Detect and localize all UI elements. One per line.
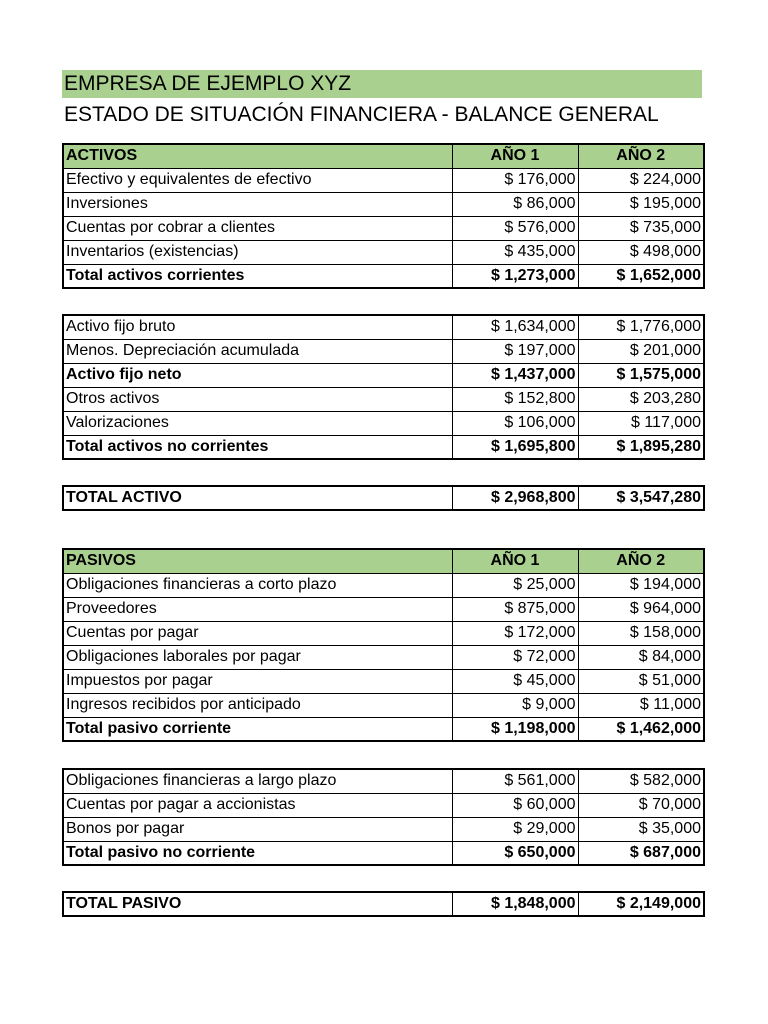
year-2-value: $ 70,000 — [578, 793, 704, 817]
grand-total-row — [63, 486, 704, 510]
header-year-1: AÑO 1 — [452, 144, 578, 168]
grand-total-year-2: $ 2,149,000 — [578, 892, 704, 916]
table-row — [63, 597, 704, 621]
row-label: Inventarios (existencias) — [63, 240, 452, 264]
year-1-value: $ 72,000 — [452, 645, 578, 669]
subtotal-row — [63, 363, 704, 387]
row-label: Proveedores — [63, 597, 452, 621]
year-1-value: $ 29,000 — [452, 817, 578, 841]
row-label: Obligaciones laborales por pagar — [63, 645, 452, 669]
grand-total-year-1: $ 1,848,000 — [452, 892, 578, 916]
year-1-value: $ 561,000 — [452, 769, 578, 793]
total-assets-table — [62, 485, 705, 511]
total-label: Total activos corrientes — [66, 266, 245, 284]
table-header-row — [63, 549, 704, 573]
year-1-value: $ 25,000 — [452, 573, 578, 597]
row-label: Obligaciones financieras a largo plazo — [63, 769, 452, 793]
total-row — [63, 264, 704, 288]
year-2-value: $ 203,280 — [578, 387, 704, 411]
header-year-2: AÑO 2 — [578, 549, 704, 573]
year-1-value: $ 176,000 — [452, 168, 578, 192]
table-row — [63, 817, 704, 841]
year-2-value: $ 1,575,000 — [578, 363, 704, 387]
year-2-value: $ 735,000 — [578, 216, 704, 240]
year-2-value: $ 158,000 — [578, 621, 704, 645]
year-1-value: $ 86,000 — [452, 192, 578, 216]
table-row — [63, 216, 704, 240]
table-row — [63, 693, 704, 717]
company-title: EMPRESA DE EJEMPLO XYZ — [62, 70, 702, 98]
header-year-2: AÑO 2 — [578, 144, 704, 168]
total-liabilities-table — [62, 891, 705, 917]
grand-total-year-1: $ 2,968,800 — [452, 486, 578, 510]
year-2-value: $ 51,000 — [578, 669, 704, 693]
year-1-value: $ 1,437,000 — [452, 363, 578, 387]
total-row — [63, 435, 704, 459]
year-2-value: $ 498,000 — [578, 240, 704, 264]
table-row — [63, 192, 704, 216]
report-title: ESTADO DE SITUACIÓN FINANCIERA - BALANCE GENERAL — [64, 103, 659, 126]
total-year-2: $ 1,895,280 — [578, 435, 704, 459]
year-2-value: $ 964,000 — [578, 597, 704, 621]
total-row — [63, 841, 704, 865]
year-2-value: $ 11,000 — [578, 693, 704, 717]
row-label: Obligaciones financieras a corto plazo — [63, 573, 452, 597]
table-row — [63, 793, 704, 817]
table-row — [63, 645, 704, 669]
year-1-value: $ 435,000 — [452, 240, 578, 264]
year-2-value: $ 195,000 — [578, 192, 704, 216]
row-label: Activo fijo bruto — [63, 315, 452, 339]
year-1-value: $ 152,800 — [452, 387, 578, 411]
row-label: Cuentas por cobrar a clientes — [63, 216, 452, 240]
header-year-1: AÑO 1 — [452, 549, 578, 573]
year-2-value: $ 1,776,000 — [578, 315, 704, 339]
grand-total-year-2: $ 3,547,280 — [578, 486, 704, 510]
grand-total-label: TOTAL PASIVO — [66, 895, 182, 912]
table-row — [63, 339, 704, 363]
total-label: Total pasivo corriente — [66, 719, 232, 737]
grand-total-row — [63, 892, 704, 916]
year-1-value: $ 875,000 — [452, 597, 578, 621]
total-year-1: $ 1,273,000 — [452, 264, 578, 288]
row-label: Activo fijo neto — [63, 363, 452, 387]
year-2-value: $ 84,000 — [578, 645, 704, 669]
row-label: Inversiones — [63, 192, 452, 216]
table-row — [63, 573, 704, 597]
table-row — [63, 769, 704, 793]
year-1-value: $ 106,000 — [452, 411, 578, 435]
header-label: PASIVOS — [63, 549, 452, 573]
row-label: Menos. Depreciación acumulada — [63, 339, 452, 363]
total-year-2: $ 687,000 — [578, 841, 704, 865]
grand-total-label: TOTAL ACTIVO — [66, 489, 182, 506]
total-year-2: $ 1,652,000 — [578, 264, 704, 288]
year-2-value: $ 582,000 — [578, 769, 704, 793]
year-1-value: $ 1,634,000 — [452, 315, 578, 339]
current-liabilities-table — [62, 548, 705, 742]
table-row — [63, 315, 704, 339]
total-label: Total activos no corrientes — [66, 437, 269, 455]
table-header-row — [63, 144, 704, 168]
row-label: Bonos por pagar — [63, 817, 452, 841]
total-year-1: $ 1,695,800 — [452, 435, 578, 459]
year-1-value: $ 197,000 — [452, 339, 578, 363]
total-year-1: $ 1,198,000 — [452, 717, 578, 741]
year-1-value: $ 60,000 — [452, 793, 578, 817]
row-label: Valorizaciones — [63, 411, 452, 435]
table-row — [63, 168, 704, 192]
row-label: Cuentas por pagar a accionistas — [63, 793, 452, 817]
noncurrent-liabilities-table — [62, 768, 705, 866]
row-label: Efectivo y equivalentes de efectivo — [63, 168, 452, 192]
year-2-value: $ 117,000 — [578, 411, 704, 435]
year-2-value: $ 194,000 — [578, 573, 704, 597]
noncurrent-assets-table — [62, 314, 705, 460]
row-label: Cuentas por pagar — [63, 621, 452, 645]
year-1-value: $ 45,000 — [452, 669, 578, 693]
table-row — [63, 621, 704, 645]
current-assets-table — [62, 143, 705, 289]
row-label: Ingresos recibidos por anticipado — [63, 693, 452, 717]
table-row — [63, 240, 704, 264]
table-row — [63, 387, 704, 411]
row-label: Otros activos — [63, 387, 452, 411]
header-label: ACTIVOS — [63, 144, 452, 168]
year-1-value: $ 576,000 — [452, 216, 578, 240]
table-row — [63, 669, 704, 693]
row-label: Impuestos por pagar — [63, 669, 452, 693]
total-year-1: $ 650,000 — [452, 841, 578, 865]
table-row — [63, 411, 704, 435]
year-1-value: $ 172,000 — [452, 621, 578, 645]
year-2-value: $ 224,000 — [578, 168, 704, 192]
total-label: Total pasivo no corriente — [66, 843, 256, 861]
year-2-value: $ 35,000 — [578, 817, 704, 841]
total-year-2: $ 1,462,000 — [578, 717, 704, 741]
year-1-value: $ 9,000 — [452, 693, 578, 717]
total-row — [63, 717, 704, 741]
year-2-value: $ 201,000 — [578, 339, 704, 363]
